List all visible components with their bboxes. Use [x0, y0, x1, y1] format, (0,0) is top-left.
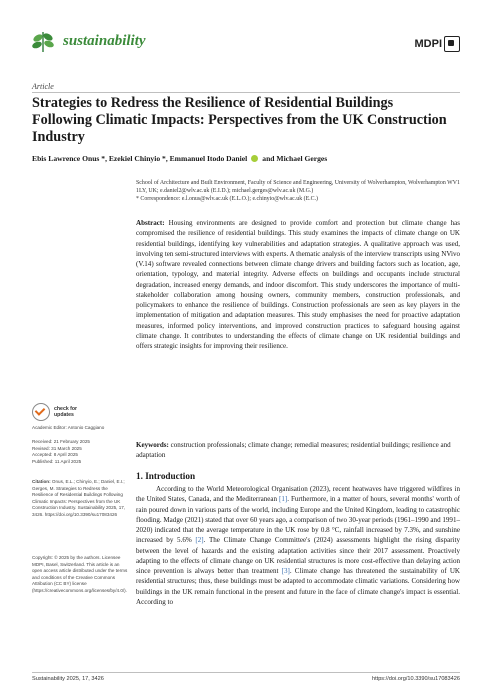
footer-doi-link[interactable]: https://doi.org/10.3390/su17083426 — [371, 676, 460, 682]
orcid-icon[interactable] — [251, 155, 258, 162]
affiliation-line: School of Architecture and Built Environment, Faculty of Science and Engineering, University of Wolverhampton, Wolverhampton WV1 1LY, UK; e.daniel2@wlv.ac.uk (E.I.D.); michael.gerges@wlv.ac.uk (M.G.) — [136, 180, 460, 194]
abstract-text: Housing environments are designed to provide comfort and protection but climate change has compromised the resilience of residential buildings. This study examines the impacts of climate change on UK residential buildings, identifying key vulnerabilities and adaptation strategies. A qualitative approach was used, involving ten semi-structured interviews with experts. A thematic analysis of the interview transcripts using NVivo (V.14) software revealed connections between climate change drivers and building factors such as location, age, orientation, typology, and material integrity. Adverse effects on buildings and occupants include structural degradation, increased energy demands, and indoor discomfort. This study underscores the importance of multi-stakeholder collaboration among housing owners, community members, construction professionals, and policymakers to enhance the resilience of buildings. Construction professionals are seen as key players in the implementation of mitigation and adaptation measures. This study emphasises the need for proactive adaptation measures, informed policy interventions, and improved construction practices to safeguard housing against climate change. It contributes to understanding the effects of climate change on UK residential buildings and offers strategic insights for improving their resilience. — [136, 219, 460, 350]
correspondence-line: * Correspondence: e.l.onus@wlv.ac.uk (E.L.O.); e.chinyio@wlv.ac.uk (E.C.) — [136, 196, 319, 202]
citation-link[interactable]: [2] — [195, 536, 204, 545]
citation-link[interactable]: [1] — [279, 495, 288, 504]
authors-last: and Michael Gerges — [262, 154, 328, 163]
journal-name: sustainability — [63, 32, 146, 49]
date-published: Published: 11 April 2025 — [32, 458, 82, 464]
keywords-text: construction professionals; climate change; remedial measures; residential buildings; resilience and adaptation — [136, 441, 451, 460]
article-type: Article — [32, 82, 54, 91]
author-list — [32, 154, 327, 163]
section-heading: 1. Introduction — [136, 471, 196, 481]
footer-divider — [32, 672, 460, 673]
publisher-logo[interactable] — [415, 36, 461, 52]
mdpi-box-icon — [444, 36, 460, 52]
check-updates-icon — [32, 403, 50, 421]
citation-block — [32, 479, 128, 519]
dates-block — [32, 439, 128, 465]
abstract-label: Abstract: — [136, 219, 165, 227]
check-for-updates-label: check for updates — [54, 406, 78, 418]
leaf-logo-icon — [30, 28, 56, 54]
paper-title: Strategies to Redress the Resilience of Residential Buildings Following Climatic Impacts: Perspectives from the UK Construction Industry — [32, 95, 447, 145]
keywords-label: Keywords: — [136, 441, 169, 449]
copyright-block: Copyright: © 2025 by the authors. Licensee MDPI, Basel, Switzerland. This article is an open access article distributed under the terms and conditions of the Creative Commons Attribution (CC BY) license (https://creativecommons.org/licenses/by/4.0/). — [32, 555, 128, 593]
affiliations — [136, 179, 462, 203]
header-divider — [32, 92, 460, 93]
check-for-updates-button[interactable] — [32, 403, 77, 421]
abstract — [136, 218, 460, 351]
date-revised: Revised: 31 March 2025 — [32, 445, 82, 451]
keywords — [136, 440, 460, 461]
academic-editor: Academic Editor: Antonio Caggiano — [32, 425, 105, 430]
authors-first: Ebis Lawrence Onus *, Ezekiel Chinyio *, Emmanuel Itodo Daniel — [32, 154, 248, 163]
citation-label: Citation: — [32, 479, 51, 484]
citation-link[interactable]: [3] — [281, 567, 290, 575]
journal-logo[interactable] — [30, 28, 146, 54]
intro-paragraph: According to the World Meteorological Organisation (2023), recent heatwaves have triggered wildfires in the United States, Canada, and the Mediterranean [1]. Furthermore, in a matter of hours, several months' worth of rain poured down in various parts of the world, including Europe and the United Kingdom, leading to catastrophic flooding. Madge (2021) stated that over 60 years ago, a comparison of two 30-year periods (1961–1990 and 1991–2020) indicated that the average temperature in the UK rose by 0.8 °C, rainfall increased by 7.3%, and sunshine increased by 5.6% [2]. The Climate Change Committee's (2024) assessments highlight the rising disparity between the level of hazards and the existing adaptation activities since their 2017 assessment. Proactively adapting to the effects of climate change on UK residential structures is more cost-effective than delaying action since prevention is always better than treatment [3]. Climate change has threatened the sustainability of UK residential structures; thus, these buildings must be adapted to accommodate climatic variations. Considering how buildings in the UK remain functional in the present and future in the face of climate change's impact is essential. According to — [136, 485, 460, 606]
date-received: Received: 21 February 2025 — [32, 439, 90, 444]
publisher-name: MDPI — [414, 38, 442, 50]
date-accepted: Accepted: 8 April 2025 — [32, 452, 78, 458]
footer-journal-ref: Sustainability 2025, 17, 3426 — [32, 676, 104, 682]
citation-text: Onus, E.L.; Chinyio, E.; Daniel, E.I.; Gerges, M. Strategies to Redress the Resilience of Residential Buildings Following Climatic Impacts: Perspectives from the UK Construction Industry. Sustainability 2025, 17, 3426. https://doi.org/10.3390/su17083426 — [32, 479, 126, 517]
